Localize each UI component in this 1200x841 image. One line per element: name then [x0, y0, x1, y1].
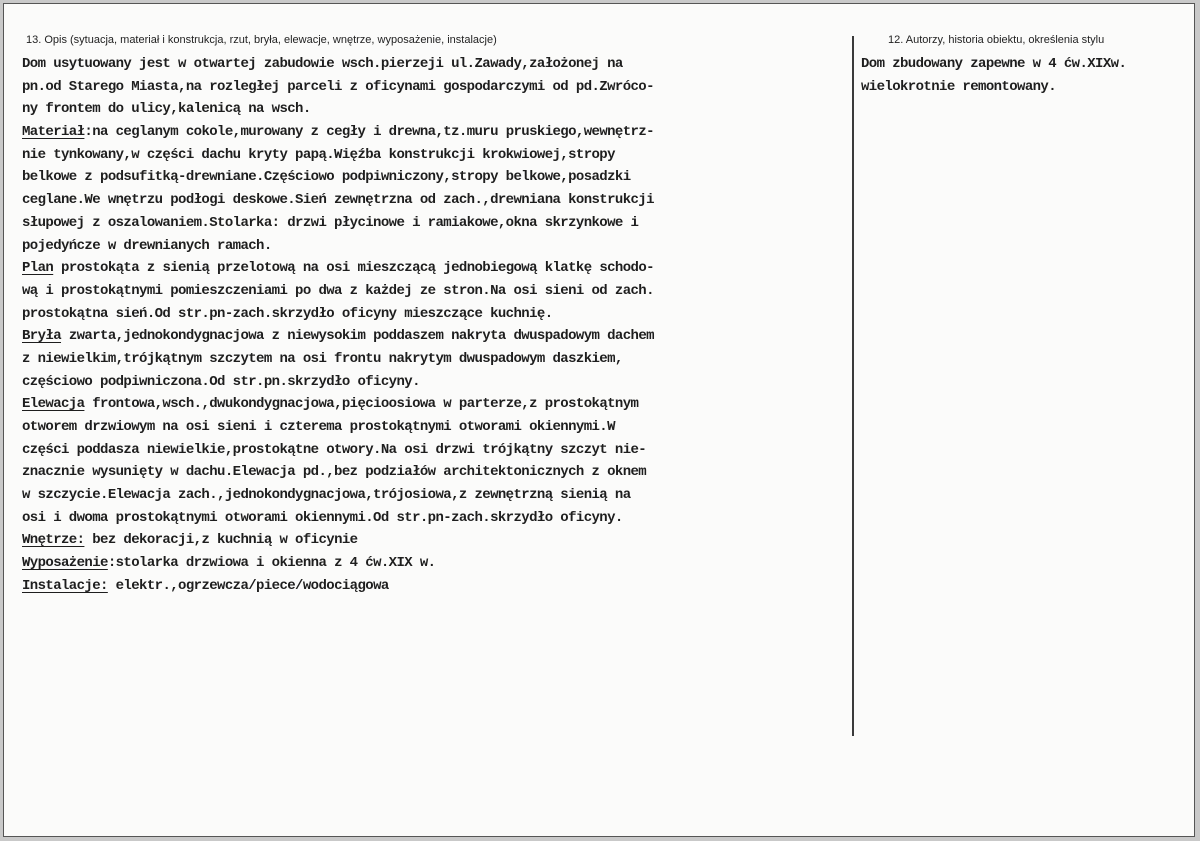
- column-divider: [852, 36, 854, 736]
- description-line: [22, 76, 852, 99]
- line-text: nie tynkowany,w części dachu kryty papą.Więźba konstrukcji krokwiowej,stropy: [22, 146, 615, 163]
- line-text: słupowej z oszalowaniem.Stolarka: drzwi płycinowe i ramiakowe,okna skrzynkowe i: [22, 214, 639, 231]
- inventory-card: [3, 3, 1195, 837]
- history-line: Dom zbudowany zapewne w 4 ćw.XIXw.: [861, 56, 1127, 72]
- line-text: prostokąta z sienią przelotową na osi mieszczącą jednobiegową klatkę schodo-: [53, 260, 654, 277]
- section-label: Bryła: [22, 328, 62, 345]
- line-text: ny frontem do ulicy,kalenicą na wsch.: [22, 101, 311, 118]
- description-heading: 13. Opis (sytuacja, materiał i konstrukcja, rzut, bryła, elewacje, wnętrze, wyposażenie, instalacje): [26, 34, 497, 46]
- line-text: pojedyńcze w drewnianych ramach.: [22, 237, 272, 254]
- line-text: :na ceglanym cokole,murowany z cegły i drewna,tz.muru pruskiego,wewnętrz-: [84, 124, 654, 141]
- history-section: [861, 34, 1193, 98]
- description-line: [22, 235, 852, 258]
- section-label: Wnętrze:: [22, 532, 85, 549]
- line-text: elektr.,ogrzewcza/piece/wodociągowa: [107, 577, 389, 594]
- description-line: [22, 325, 852, 348]
- description-line: [22, 393, 852, 416]
- line-text: zwarta,jednokondygnacjowa z niewysokim poddaszem nakryta dwuspadowym dachem: [61, 328, 654, 345]
- description-line: [22, 529, 852, 552]
- description-line: [22, 461, 852, 484]
- history-text: [861, 53, 1193, 98]
- history-heading: 12. Autorzy, historia obiektu, określenia stylu: [888, 34, 1105, 46]
- description-line: [22, 166, 852, 189]
- description-line: [22, 303, 852, 326]
- description-line: [22, 121, 852, 144]
- line-text: prostokątna sień.Od str.pn-zach.skrzydło oficyny mieszczące kuchnię.: [22, 305, 553, 322]
- line-text: części poddasza niewielkie,prostokątne otwory.Na osi drzwi trójkątny szczyt nie-: [22, 441, 647, 458]
- description-text: [22, 53, 852, 598]
- line-text: znacznie wysunięty w dachu.Elewacja pd.,bez podziałów architektonicznych z oknem: [22, 464, 647, 481]
- line-text: belkowe z podsufitką-drewniane.Częściowo podpiwniczony,stropy belkowe,posadzki: [22, 169, 631, 186]
- section-label: Wyposażenie: [22, 555, 108, 572]
- description-line: [22, 98, 852, 121]
- line-text: w szczycie.Elewacja zach.,jednokondygnacjowa,trójosiowa,z zewnętrzną sienią na: [22, 487, 631, 504]
- section-label: Elewacja: [22, 396, 85, 413]
- description-line: [22, 53, 852, 76]
- description-line: [22, 371, 852, 394]
- line-text: wą i prostokątnymi pomieszczeniami po dwa z każdej ze stron.Na osi sieni od zach.: [22, 282, 654, 299]
- description-line: [22, 416, 852, 439]
- line-text: osi i dwoma prostokątnymi otworami okiennymi.Od str.pn-zach.skrzydło oficyny.: [22, 509, 623, 526]
- line-text: z niewielkim,trójkątnym szczytem na osi frontu nakrytym dwuspadowym daszkiem,: [22, 350, 623, 367]
- line-text: :stolarka drzwiowa i okienna z 4 ćw.XIX w.: [107, 555, 436, 572]
- line-text: Dom usytuowany jest w otwartej zabudowie wsch.pierzeji ul.Zawady,założonej na: [22, 56, 623, 72]
- description-line: [22, 552, 852, 575]
- description-line: [22, 189, 852, 212]
- line-text: otworem drzwiowym na osi sieni i czterema prostokątnymi otworami okiennymi.W: [22, 419, 615, 435]
- description-line: [22, 575, 852, 598]
- line-text: częściowo podpiwniczona.Od str.pn.skrzydło oficyny.: [22, 373, 420, 390]
- line-text: frontowa,wsch.,dwukondygnacjowa,pięcioosiowa w parterze,z prostokątnym: [84, 396, 639, 413]
- line-text: bez dekoracji,z kuchnią w oficynie: [84, 532, 358, 549]
- section-label: Instalacje:: [22, 577, 108, 594]
- description-line: [22, 439, 852, 462]
- line-text: pn.od Starego Miasta,na rozległej parceli z oficynami gospodarczymi od pd.Zwróco-: [22, 78, 654, 95]
- description-line: [22, 280, 852, 303]
- line-text: ceglane.We wnętrzu podłogi deskowe.Sień zewnętrzna od zach.,drewniana konstrukcji: [22, 192, 654, 209]
- description-line: [22, 507, 852, 530]
- description-line: [22, 212, 852, 235]
- section-label: Plan: [22, 260, 54, 277]
- description-line: [22, 484, 852, 507]
- section-label: Materiał: [22, 124, 85, 141]
- description-line: [22, 348, 852, 371]
- description-line: [22, 257, 852, 280]
- description-section: [22, 34, 852, 598]
- description-line: [22, 144, 852, 167]
- history-line: wielokrotnie remontowany.: [861, 78, 1057, 95]
